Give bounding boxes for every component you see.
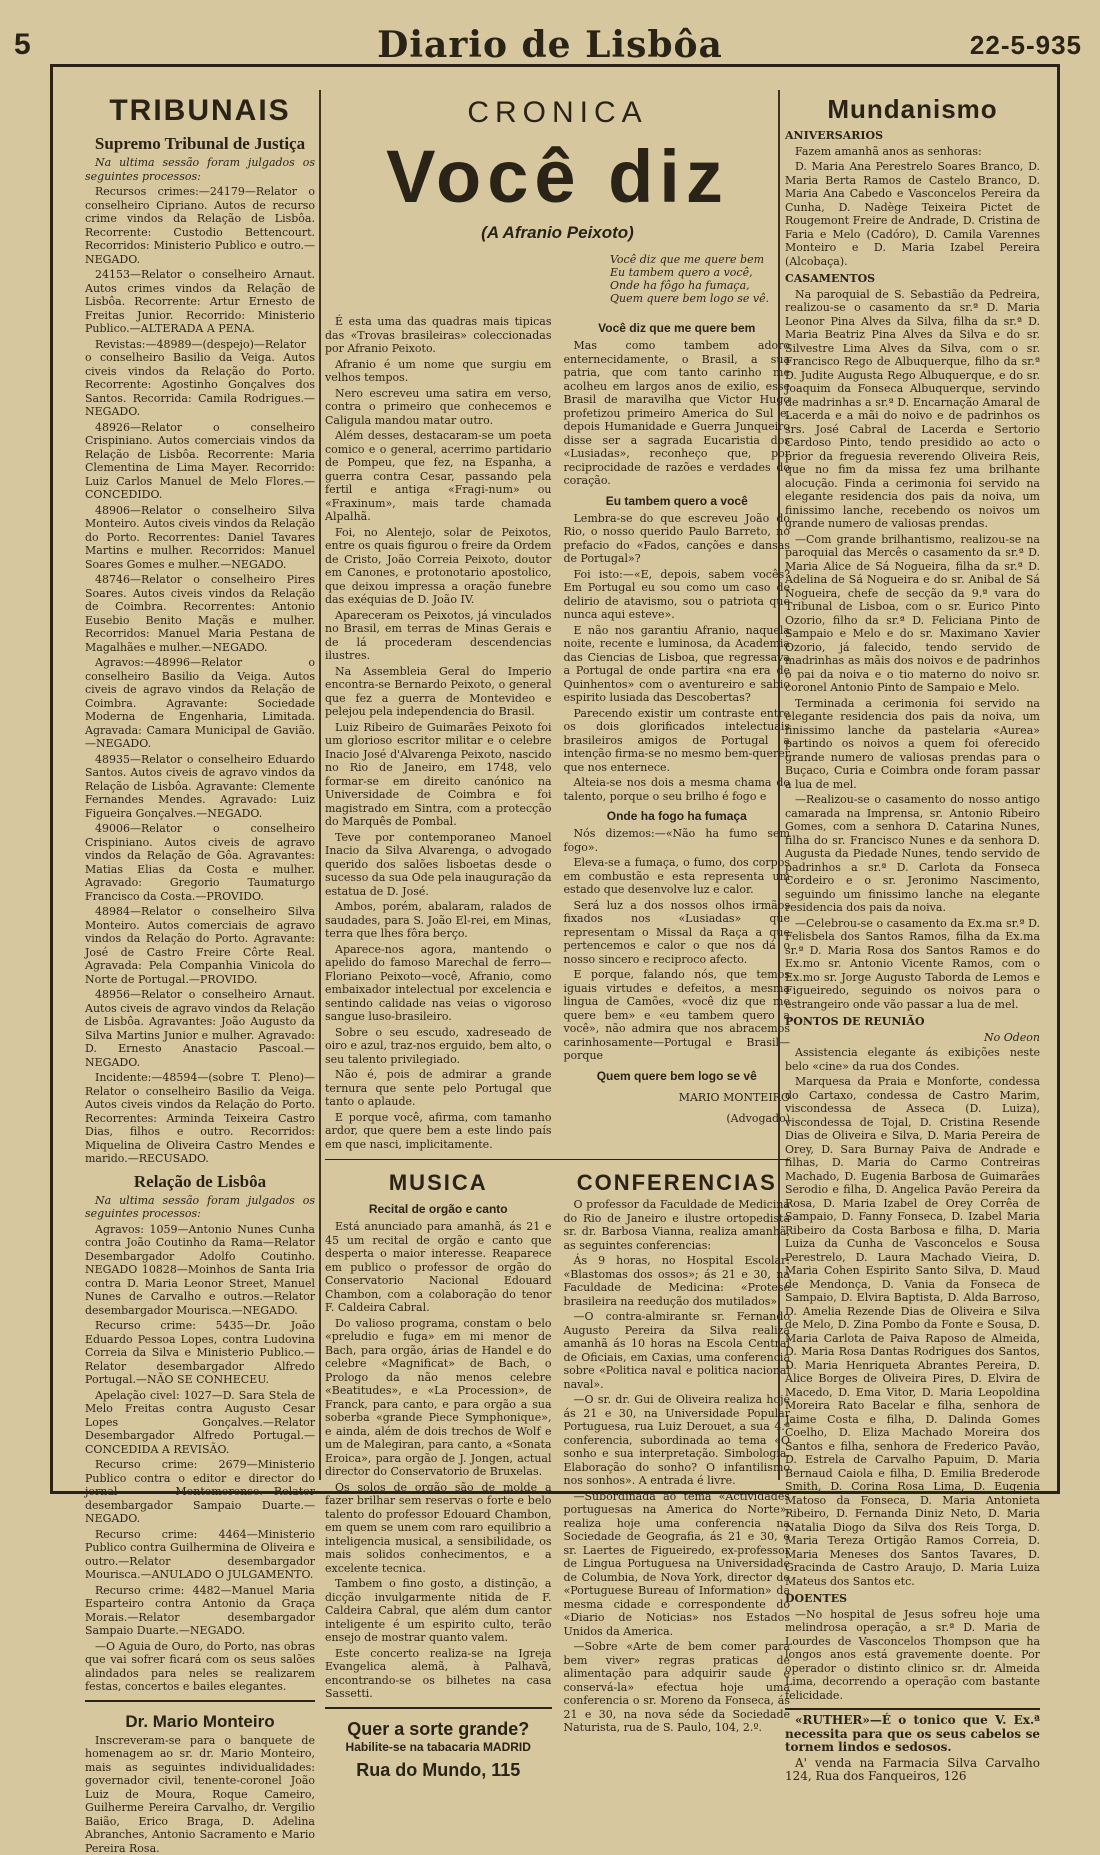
case-paragraph: Recurso crime: 4482—Manuel Maria Esparteiro contra Antonio da Graça Morais.—Relator desembargador Sampaio Duarte.—NEGADO. [85,1584,315,1638]
musica-subtitle: Recital de orgão e canto [325,1202,552,1216]
case-paragraph: Agravos: 1059—Antonio Nunes Cunha contra João Coutinho da Rama—Relator Desembargador Adolfo Coutinho. NEGADO 10828—Moinhos de Santa Iria contra D. Maria Leonor Street, Manuel Nunes de Carvalho e outros.—Relator desembargador Mourisca.—NEGADO. [85,1223,315,1318]
subheading: Eu tambem quero a você [564,494,791,508]
conference-paragraph: —Subordinada ao tema «Actividades portuguesas na America do Norte», realiza hoje uma conferencia na Sociedade de Geografia, ás 21 e 30, o sr. Laertes de Figueiredo, ex-professor de Lingua Portuguesa na Universidade de Columbia, de Nova York, director do «Portuguese Bureau of Information» da mesma cidade e correspondente do «Diario de Noticias» nos Estados Unidos da America. [564,1490,791,1639]
case-paragraph: Incidente:—48594—(sobre T. Pleno)—Relator o conselheiro Basilio da Veiga. Autos civeis vindos da Relação do Porto. Recorrentes: Arminda Teixeira Castro Dias, filhos e outro. Recorridos: Miquelina de Oliveira Castro Mendes e marido.—RECUSADO. [85,1071,315,1166]
article-paragraph: Nero escreveu uma satira em verso, contra o primeiro que conhecemos e Caligula mandou matar outro. [325,387,552,428]
social-paragraph: D. Maria Ana Perestrelo Soares Branco, D. Maria Berta Ramos de Castelo Branco, D. Maria Ana Cabedo e Vasconcelos Pereira da Cunha, D. Nadège Teixeira Pictet de Rougemont Freire de Andrade, D. Cristina de Faria e Melo (Cadóro), D. Camila Varennes Monteiro e D. Maria Izabel Pereira (Alcobaça). [785,160,1040,268]
lower-section [325,1166,790,1781]
ad-headline: Quer a sorte grande? [325,1719,552,1740]
article-paragraph: Sobre o seu escudo, xadreseado de oiro e azul, traz-nos erguido, bem alto, o seu talento privilegiado. [325,1026,552,1067]
column-divider [319,90,321,1480]
subheading: Onde ha fogo ha fumaça [564,809,791,823]
social-paragraph: Na paroquial de S. Sebastião da Pedreira, realizou-se o casamento da sr.ª D. Maria Leonor Pina Alves da Silva, filha da sr.ª D. Maria Beatriz Pina Alves da Silva e do sr. Silvestre Lima Alves da Silva, com o sr. Francisco Rego de Albuquerque, filho da sr.ª D. Judite Augusta Rego Albuquerque, e do sr. Joaquim da Fonseca Albuquerque, servindo de madrinhas a sr.ª D. Encarnação Amaral de Lacerda e a mãi do noivo e de padrinhos os srs. José Cabral de Lacerda e Sertorio Cardoso Pinto, tendo presidido ao acto o prior da freguesia reverendo Oliveira Reis, que no fim da missa fez uma brilhante alocução. Finda a cerimonia foi servido na elegante residencia dos pais da noiva, um finissimo lanche, recebendo os noivos um grande numero de valiosas prendas. [785,288,1040,531]
intro-text: Na ultima sessão foram julgados os seguintes processos: [85,156,315,183]
social-paragraph: Fazem amanhã anos as senhoras: [785,145,1040,159]
mundanismo-title: Mundanismo [785,94,1040,125]
conference-paragraph: —O sr. dr. Gui de Oliveira realiza hoje ás 21 e 30, na Universidade Popular Portuguesa, rua Luiz Derouet, a sua 4.ª conferencia, subordinada ao tema «O sonho e sua interpretação. Simbologia. Elaboração do sonho? O infantilismo nos sonhos». A entrada é livre. [564,1393,791,1488]
lottery-ad [325,1707,552,1781]
article-paragraph: Mas como tambem adoro enternecidamente, o Brasil, a sua patria, que com tanto carinho me acolheu em largos anos de exilio, esse Brasil de maravilha que Victor Hugo profetizou primeiro America do Sul e, depois Humanidade e Guerra Junqueiro disse ser a sagrada Eucaristia dos «Lusiadas», reconheço que, por reciprocidade de razões e verdades do coração. [564,339,791,488]
article-byline: (A Afranio Peixoto) [325,223,790,243]
article-paragraph: Alteia-se nos dois a mesma chama do talento, porque o seu brilho é fogo e [564,776,791,803]
article-paragraph: E não nos garantiu Afranio, naquela noite, recente e luminosa, da Academia das Ciencias de Lisboa, que regressava a Portugal de onde partira «na era de Quinhentos» com o aventureiro e sabio espirito lusiada das Descobertas? [564,624,791,705]
case-paragraph: 48926—Relator o conselheiro Crispiniano. Autos comerciais vindos da Relação de Lisbôa. Recorrente: Maria Clementina de Lima Mayer. Recorrido: Luiz Carlos Manuel de Melo Flores.—CONCEDIDO. [85,421,315,502]
case-paragraph: Recurso crime: 5435—Dr. João Eduardo Pessoa Lopes, contra Ludovina Correia da Silva e Ministerio Publico.—Relator desembargador Alfredo Portugal.—NÃO SE CONHECEU. [85,1319,315,1387]
musica-paragraph: Os solos de orgão são de molde a fazer brilhar sem reservas o forte e belo talento do professor Edouard Chambon, em quem se unem com raro equilibrio a inteligencia musical, a sensibilidade, os mais solidos conhecimentos, e a excelente tecnica. [325,1481,552,1576]
article-paragraph: Não é, pois de admirar a grande ternura que sente pelo Portugal que tanto o aplaude. [325,1068,552,1109]
case-paragraph: Apelação civel: 1027—D. Sara Stela de Melo Freitas contra Augusto Cesar Lopes Gonçalves.—Relator Desembargador Alfredo Portugal.—CONCEDIDA A REVISÃO. [85,1389,315,1457]
ruther-ad [785,1708,1040,1784]
page-number: 5 [14,28,31,62]
case-paragraph: 49006—Relator o conselheiro Crispiniano. Autos civeis de agravo vindos da Relação de Gôa. Agravantes: Matias Elias da Costa e mulher. Agravado: Gregorio Taumaturgo Francisco da Costa.—PROVIDO. [85,822,315,903]
verse-line: Quem quere bem logo se vê. [610,292,790,305]
social-paragraph: Marquesa da Praia e Monforte, condessa do Cartaxo, condessa de Castro Marim, viscondessa de Asseca (D. Luiza), viscondessa de Tojal, D. Cristina Resende Dias de Oliveira e Silva, D. Maria Pereira de Orey, D. Sara Burnay Paiva de Andrade e filhas, D. Maria do Carmo Contreiras Machado, D. Eugenia Barbosa de Guimarães Serodio e filha, D. Angelica Pavão Pereira da Rosa, D. Maria Izabel de Orey Corrêa de Sampaio, D. Fanny Fonseca, D. Izabel Maria Ribeiro da Costa Barbosa e filha, D. Maria Luiza da Cunha de Vasconcelos e Sousa Perestrelo, D. Laura Machado Vieira, D. Maria Cohen Espirito Santo Silva, D. Maud de Mendonça, D. Vania da Fonseca de Sampaio, D. Elvira Baptista, D. Alda Barroso, D. Amelia Rezende Dias de Oliveira e Silva de Melo, D. Zina Pombo da Fonte e Sousa, D. Maria Carlota de Paiva Raposo de Almeida, D. Maria Rosa Dantas Rodrigues dos Santos, D. Maria Henriqueta Abrantes Pereira, D. Alice Borges de Oliveira Pires, D. Elvira de Macedo, D. Ema Vitor, D. Maria Leopoldina Moreira Rato Bacelar e filha, senhora de Jaime Costa e filha, D. Dalinda Gomes Coelho, D. Eliza Machado Moreira dos Santos e filha, senhora de Frederico Pavão, D. Estrela de Carvalho Papuim, D. Maria Bernaud Caiola e filha, D. Emilia Brederode Smith, D. Corina Rosa Lima, D. Eugenia Matoso da Fonseca, D. Maria Antonieta Ribeiro, D. Fernanda Diniz Neto, D. Maria Natalia Diogo da Silva dos Reis Torga, D. Maria Tereza Ortigão Ramos Correia, D. Maria Meneses dos Santos Tavares, D. Gracinda de Castro Araujo, D. Maria Luiza Mateus dos Santos etc. [785,1075,1040,1588]
venue-label: No Odeon [785,1031,1040,1045]
article-paragraph: Apareceram os Peixotos, já vinculados no Brasil, em terras de Minas Gerais e de lá procederam descendencias ilustres. [325,609,552,663]
epigraph-verse [610,253,790,305]
article-paragraph: Foi isto:—«E, depois, sabem vocês? Em Portugal eu sou como um caso de delirio de atavismo, sou o patriota que nunca aqui esteve». [564,568,791,622]
article-paragraph: Além desses, destacaram-se um poeta comico e o general, acerrimo partidario de Pompeu, que fez, na Espanha, a guerra contra Cesar, passando pela fertil e antiga «Fragi-num» ou «Fraxinum», mais tarde chamada Alpalhã. [325,429,552,524]
article-paragraph: Na Assembleia Geral do Imperio encontra-se Bernardo Peixoto, o general que fez a guerra de Montevideo e pelejou pela independencia do Brasil. [325,665,552,719]
article-title: Você diz [325,134,790,219]
article-paragraph: Luiz Ribeiro de Guimarães Peixoto foi um glorioso escritor militar e o celebre Inacio José d'Alvarenga Peixoto, nascido no Rio de Janeiro, em 1748, velo formar-se em direito canónico na Universidade de Coimbra e foi magistrado em Sintra, com a protecção do Marquês de Pombal. [325,721,552,829]
conference-paragraph: —Sobre «Arte de bem comer para bem viver» regras praticas de alimentação para adquirir saude e conservá-la» efectua hoje uma conferencia o sr. Moreno da Fonseca, ás 21 e 30, na nova séde da Sociedade Naturista, rua de S. Paulo, 104, 2.º. [564,1640,791,1735]
article-paragraph: E porque você, afirma, com tamanho ardor, que quere bem a este lindo país em que nasci, implicitamente. [325,1111,552,1152]
social-paragraph: Terminada a cerimonia foi servido na elegante residencia dos pais da noiva, um finissimo lanche da pastelaria «Aurea» partindo os noivos a quem foi oferecido grande numero de valiosas prendas para o Buçaco, Curia e Coimbra onde foram passar a lua de mel. [785,697,1040,792]
musica-paragraph: Do valioso programa, constam o belo «preludio e fuga» em mi menor de Bach, para orgão, árias de Handel e do celebre «Magnificat» de Bach, o Prologo da não menos celebre «Beatitudes», e «La Procession», de Franck, para canto, e para orgão a sua soberba «grande Piece Symphonique», e ainda, além de dois trechos de Wolf e um de Malegiran, para canto, a «Sonata Eroica», para orgão de J. Jongen, actual director do Conservatorio de Bruxelas. [325,1317,552,1479]
article-paragraph: Afranio é um nome que surgiu em velhos tempos. [325,358,552,385]
case-paragraph: Revistas:—48989—(despejo)—Relator o conselheiro Basilio da Veiga. Autos civeis vindos da Relação do Porto. Recorrente: Agostinho Gonçalves dos Santos. Recorrida: Camila Rodrigues.—NEGADO. [85,338,315,419]
ad-address: Rua do Mundo, 115 [325,1760,552,1781]
article-paragraph: Nós dizemos:—«Não ha fumo sem fogo». [564,827,791,854]
section-label: PONTOS DE REUNIÃO [785,1015,1040,1029]
ad-address: A' venda na Farmacia Silva Carvalho 124, Rua dos Fanqueiros, 126 [785,1757,1040,1784]
case-paragraph: Recurso crime: 4464—Ministerio Publico contra Guilhermina de Oliveira e outro.—Relator desembargador Mourisca.—ANULADO O JULGAMENTO. [85,1528,315,1582]
case-paragraph: Recursos crimes:—24179—Relator o conselheiro Cipriano. Autos de recurso crime vindos da Relação de Lisbôa. Recorrente: Custodio Bettencourt. Recorridos: Ministerio Publico e outro.—NEGADO. [85,185,315,266]
case-paragraph: 48984—Relator o conselheiro Silva Monteiro. Autos comerciais de agravo vindos da Relação do Porto. Agravante: José de Castro Freire Côrte Real. Agravada: Pela Companhia Vinicola do Norte de Portugal.—PROVIDO. [85,905,315,986]
conference-paragraph: Ás 9 horas, no Hospital Escolar: «Blastomas dos ossos»; ás 21 e 30, na Faculdade de Medicina: «Protese brasileira na reedução dos mutilados». [564,1254,791,1308]
relacao-heading: Relação de Lisbôa [85,1172,315,1192]
social-paragraph: —Celebrou-se o casamento da Ex.ma sr.ª D. Felisbela dos Santos Ramos, filha da Ex.ma sr.ª D. Maria Rosa dos Santos Ramos e do Ex.mo sr. Antonio Vicente Ramos, com o Ex.mo sr. Jorge Augusto Taborda de Lemos e Figueiredo, seguindo os noivos para o estrangeiro onde vão passar a lua de mel. [785,917,1040,1012]
conferencias-title: CONFERENCIAS [564,1170,791,1196]
conference-paragraph: —O contra-almirante sr. Fernando Augusto Pereira da Silva realiza amanhã ás 10 horas na Escola Central de Oficiais, em Caxias, uma conferencia sobre «Politica naval e politica nacional naval». [564,1310,791,1391]
cronica-label: CRONICA [325,96,790,130]
social-paragraph: —Realizou-se o casamento do nosso antigo camarada na Imprensa, sr. Antonio Ribeiro Gomes, com a senhora D. Catarina Nunes, filha do sr. Francisco Nunes e da senhora D. Augusta da Piedade Nunes, tendo servido de padrinhos a sr.ª D. Carlota da Fonseca Cordeiro e o sr. Jeronimo Nascimento, seguindo um finissimo lanche na elegante residencia dos pais da noiva. [785,793,1040,915]
article-paragraph: Será luz a dos nossos olhos irmãos fixados nos «Lusiadas» que representam o Missal da Raça a que pertencemos e calor o que nos dá o nosso sincero e reciproco afecto. [564,899,791,967]
case-paragraph: Agravos:—48996—Relator o conselheiro Basilio da Veiga. Autos civeis de agravo vindos da Relação de Coimbra. Agravante: Sociedade Moderna de Engenharia, Limitada. Agravada: Camara Municipal de Gavião.—NEGADO. [85,656,315,751]
subheading: Quem quere bem logo se vê [564,1069,791,1083]
ad-line: Habilite-se na tabacaria MADRID [325,1740,552,1754]
supremo-heading: Supremo Tribunal de Justiça [85,134,315,154]
social-paragraph: Assistencia elegante ás exibições neste belo «cine» da rua dos Condes. [785,1046,1040,1073]
author-title: (Advogado) [564,1112,791,1126]
article-paragraph: Parecendo existir um contraste entre os dois glorificados intelectuais brasileiros amigos de Portugal a intenção firma-se no mesmo bem-querer que nos enternece. [564,707,791,775]
article-paragraph: Foi, no Alentejo, solar de Peixotos, entre os quais figurou o freire da Ordem de Cristo, João Correia Peixoto, doutor em Canones, e protonotario apostolico, que deixou impressa a oração funebre das exéquias de D. João IV. [325,526,552,607]
article-paragraph: Ambos, porém, abalaram, ralados de saudades, para S. João El-rei, em Minas, terra que lhes fôra berço. [325,900,552,941]
musica-title: MUSICA [325,1170,552,1196]
case-paragraph: 48906—Relator o conselheiro Silva Monteiro. Autos civeis vindos da Relação do Porto. Recorrentes: Daniel Tavares Martins e mulher. Recorridos: Manuel Soares Gomes e mulher.—NEGADO. [85,504,315,572]
author-signature: MARIO MONTEIRO [564,1091,791,1105]
article-paragraph: Teve por contemporaneo Manoel Inacio da Silva Alvarenga, o advogado querido dos salões lisboetas desde o sucesso da sua Ode pela inauguração da estatua de D. José. [325,831,552,899]
ad-text: «RUTHER»—É o tonico que V. Ex.ª necessita para que os seus cabelos se tornem lindos e sedosos. [785,1714,1040,1755]
page-header [0,0,1100,62]
social-paragraph: —Com grande brilhantismo, realizou-se na paroquial das Mercês o casamento da sr.ª D. Maria Alice de Sá Nogueira, filha da sr.ª D. Adelina de Sá Nogueira e do sr. Anibal de Sá Nogueira, chefe de secção da 9.ª vara do Tribunal de Lisboa, com o sr. Eurico Pinto Ozorio, filho da sr.ª D. Feliciana Pinto de Sampaio e Melo e do sr. Maximano Xavier Ozorio, já falecido, tendo servido de madrinhas as mãis dos noivos e de padrinhos o pai da noiva e o tio materno do noivo sr. coronel Antonio Pinto de Sampaio e Melo. [785,533,1040,695]
musica-paragraph: Este concerto realiza-se na Igreja Evangelica alemã, à Palhavã, encontrando-se os bilhetes na casa Sassetti. [325,1647,552,1701]
tribunais-title: TRIBUNAIS [85,94,315,128]
article-paragraph: Aparece-nos agora, mantendo o apelido do famoso Marechal de ferro—Floriano Peixoto—você, Afranio, como embaixador intelectual por excelencia e sentindo calidade nas veias o vigoroso sangue luso-brasileiro. [325,943,552,1024]
social-paragraph: —No hospital de Jesus sofreu hoje uma melindrosa operação, a sr.ª D. Maria de Lourdes de Vasconcelos Thompson que ha longos anos está gravemente doente. Por operador o distinto clinico sr. dr. Almeida Lima, decorrendo a operação com bastante felicidade. [785,1608,1040,1703]
news-paragraph: —O Aguia de Ouro, do Porto, nas obras que vai sofrer ficará com os seus salões alindados para neles se realizarem festas, concertos e bailes elegantes. [85,1640,315,1694]
section-label: ANIVERSARIOS [785,129,1040,143]
case-paragraph: Recurso crime: 2679—Ministerio Publico contra o editor e director do jornal Montemorense.—Relator desembargador Sampaio Duarte.—NEGADO. [85,1458,315,1526]
subheading: Você diz que me quere bem [564,321,791,335]
case-paragraph: 48956—Relator o conselheiro Arnaut. Autos civeis de agravo vindos da Relação de Lisbôa. Agravantes: João Augusto da Silva Martins Junior e mulher. Agravado: D. Ernesto Anastacio Pascoal.—NEGADO. [85,988,315,1069]
issue-date: 22-5-935 [970,30,1082,61]
case-paragraph: 24153—Relator o conselheiro Arnaut. Autos crimes vindos da Relação de Lisbôa. Recorrente: Artur Ernesto de Freitas Junior. Recorrido: Ministerio Publico.—ALTERADA A PENA. [85,268,315,336]
verse-line: Onde ha fôgo ha fumaça, [610,279,790,292]
conference-paragraph: O professor da Faculdade de Medicina do Rio de Janeiro e ilustre ortopedista sr. dr. Barbosa Vianna, realiza amanhã, as seguintes conferencias: [564,1198,791,1252]
masthead: Diario de Lisbôa [0,24,1100,66]
article-paragraph: Lembra-se do que escreveu João do Rio, o nosso querido Paulo Barreto, no prefacio do «Fados, canções e dansas de Portugal»? [564,512,791,566]
musica-paragraph: Tambem o fino gosto, a distinção, a dicção invulgarmente nitida de F. Caldeira Cabral, que além dum cantor inteligente é um espirito culto, terão ensejo de mostrar quanto valem. [325,1577,552,1645]
section-label: CASAMENTOS [785,272,1040,286]
case-paragraph: 48935—Relator o conselheiro Eduardo Santos. Autos civeis de agravo vindos da Relação de Lisbôa. Agravante: Clemente Fernandes Mendes. Agravado: Luiz Figueira Gonçalves.—NEGADO. [85,753,315,821]
article-body [325,315,790,1153]
article-paragraph: É esta uma das quadras mais tipicas das «Trovas brasileiras» coleccionadas por Afranio Peixoto. [325,315,552,356]
banquet-paragraph: Inscreveram-se para o banquete de homenagem ao sr. dr. Mario Monteiro, mais as seguintes individualidades: governador civil, tenente-coronel João Luiz de Moura, Roque Cameiro, Guilherme Pereira Carvalho, dr. Vergilio Baião, Erico Braga, D. Adelina Abranches, Antonio Sacramento e Mario Pereira Rosa. [85,1734,315,1855]
case-paragraph: 48746—Relator o conselheiro Pires Soares. Autos civeis vindos da Relação de Coimbra. Recorrentes: Antonio Eusebio Benito Maçãs e mulher. Recorridos: Manuel Maria Pestana de Magalhães e mulher.—NEGADO. [85,573,315,654]
mario-monteiro-heading: Dr. Mario Monteiro [85,1712,315,1732]
tribunais-column [85,90,315,1490]
mundanismo-column [785,90,1040,1490]
verse-line: Você diz que me quere bem [610,253,790,266]
cronica-column [325,90,790,1490]
section-label: DOENTES [785,1592,1040,1606]
verse-line: Eu tambem quero a você, [610,266,790,279]
intro-text: Na ultima sessão foram julgados os seguintes processos: [85,1194,315,1221]
musica-paragraph: Está anunciado para amanhã, ás 21 e 45 um recital de orgão e canto que desperta o maior interesse. Reaparece em publico o professor de orgão do Conservatorio Nacional Edouard Chambon, com a colaboração do tenor F. Caldeira Cabral. [325,1220,552,1315]
article-paragraph: Eleva-se a fumaça, o fumo, dos corpos em combustão e esta representa um estado que desenvolve luz e calor. [564,856,791,897]
article-paragraph: E porque, falando nós, que temos iguais virtudes e defeitos, a mesma lingua de Camões, «você diz que me quere bem» e «eu tambem quero a você», não admira que nos abracemos carinhosamente—Portugal e Brasil—porque [564,968,791,1063]
